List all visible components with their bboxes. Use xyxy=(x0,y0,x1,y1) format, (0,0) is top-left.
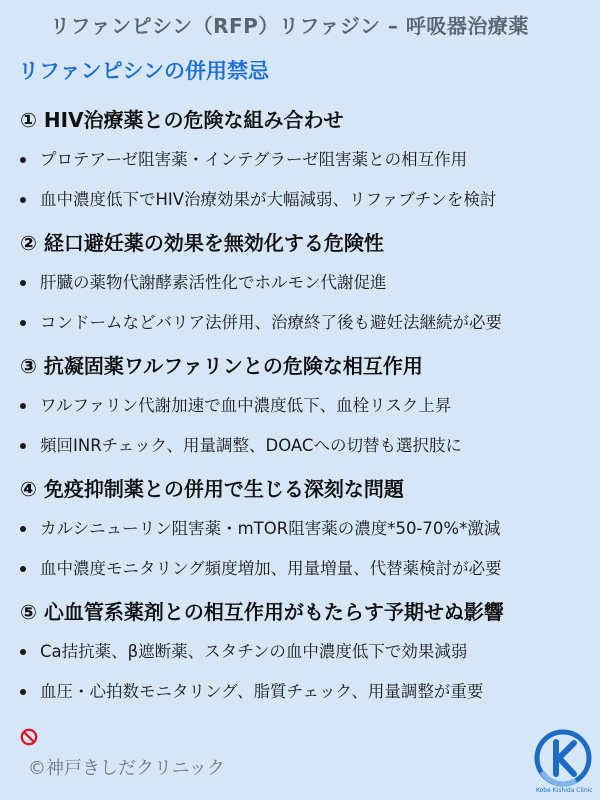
section-heading: ① HIV治療薬との危険な組み合わせ xyxy=(20,108,344,132)
bullet-icon xyxy=(20,280,26,286)
list-item xyxy=(0,263,600,303)
bullet-icon xyxy=(20,157,26,163)
list-item xyxy=(0,509,600,549)
list-item-text: 血中濃度モニタリング頻度増加、用量増量、代替薬検討が必要 xyxy=(40,559,502,578)
bullet-icon xyxy=(20,197,26,203)
section-contraceptive xyxy=(0,223,600,343)
list-item-text: プロテアーゼ阻害薬・インテグラーゼ阻害薬との相互作用 xyxy=(40,150,468,169)
logo-caption: Kobe Kishida Clinic xyxy=(536,787,593,794)
bullet-icon xyxy=(20,526,26,532)
copyright-text: ©神戸きしだクリニック xyxy=(28,758,225,779)
section-heading: ④ 免疫抑制薬との併用で生じる深刻な問題 xyxy=(20,477,404,501)
section-warfarin xyxy=(0,346,600,466)
list-item-text: 頻回INRチェック、用量調整、DOACへの切替も選択肢に xyxy=(40,436,462,455)
section-immunosuppressant xyxy=(0,469,600,589)
section-heading: ② 経口避妊薬の効果を無効化する危険性 xyxy=(20,231,384,255)
content-body xyxy=(0,100,600,712)
list-item xyxy=(0,140,600,180)
bullet-icon xyxy=(20,689,26,695)
no-entry-icon xyxy=(20,728,38,746)
section-heading: ③ 抗凝固薬ワルファリンとの危険な相互作用 xyxy=(20,354,423,378)
list-item xyxy=(0,426,600,466)
list-item-text: 血中濃度低下でHIV治療効果が大幅減弱、リファブチンを検討 xyxy=(40,190,497,209)
list-item xyxy=(0,303,600,343)
bullet-icon xyxy=(20,320,26,326)
list-item-text: ワルファリン代謝加速で血中濃度低下、血栓リスク上昇 xyxy=(40,396,452,415)
section-hiv xyxy=(0,100,600,220)
bullet-icon xyxy=(20,403,26,409)
list-item xyxy=(0,549,600,589)
list-item-text: 血圧・心拍数モニタリング、脂質チェック、用量調整が重要 xyxy=(40,682,484,701)
list-item xyxy=(0,386,600,426)
list-item xyxy=(0,672,600,712)
page-title: リファンピシン（RFP）リファジン – 呼吸器治療薬 xyxy=(50,14,529,38)
clinic-logo-icon xyxy=(532,728,594,796)
bullet-icon xyxy=(20,443,26,449)
section-heading: ⑤ 心血管系薬剤との相互作用がもたらす予期せぬ影響 xyxy=(20,600,504,624)
list-item-text: 肝臓の薬物代謝酵素活性化でホルモン代謝促進 xyxy=(40,273,387,292)
list-item-text: コンドームなどバリア法併用、治療終了後も避妊法継続が必要 xyxy=(40,313,502,332)
bullet-icon xyxy=(20,649,26,655)
list-item xyxy=(0,180,600,220)
list-item-text: Ca拮抗薬、β遮断薬、スタチンの血中濃度低下で効果減弱 xyxy=(40,642,468,661)
bullet-icon xyxy=(20,566,26,572)
section-cardiovascular xyxy=(0,592,600,712)
page-subtitle: リファンピシンの併用禁忌 xyxy=(18,59,270,83)
list-item xyxy=(0,632,600,672)
list-item-text: カルシニューリン阻害薬・mTOR阻害薬の濃度*50-70%*激減 xyxy=(40,519,501,538)
